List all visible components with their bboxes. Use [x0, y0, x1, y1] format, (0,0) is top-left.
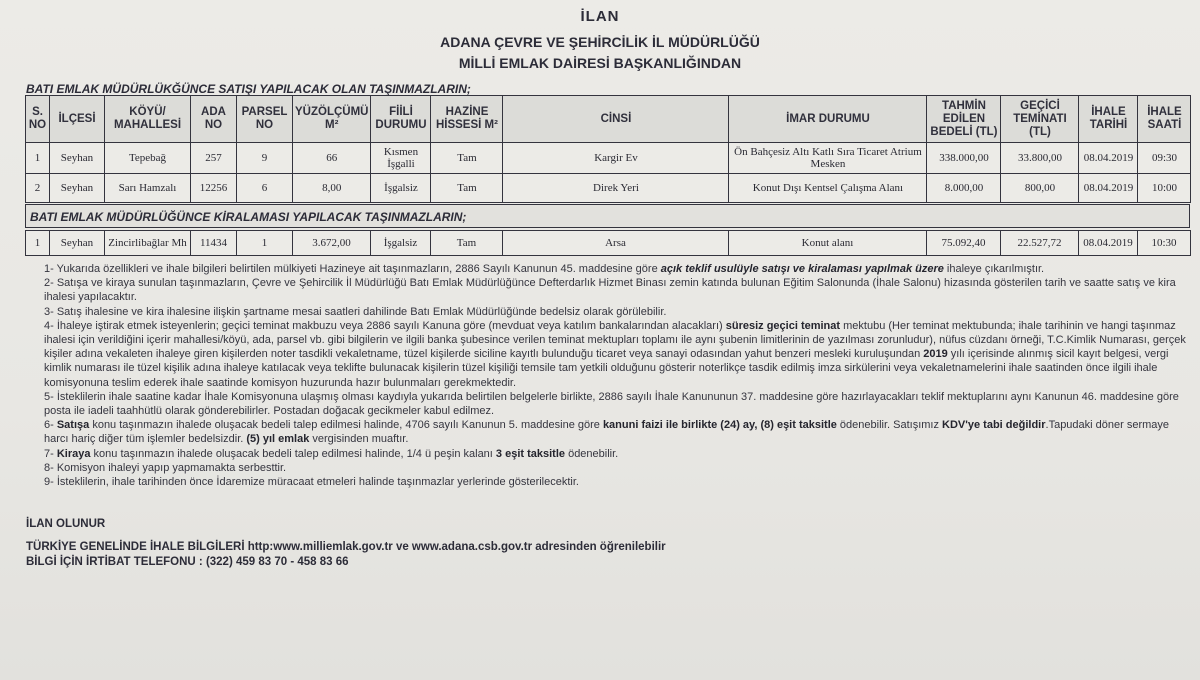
cell-ada: 257	[191, 143, 237, 174]
cell-imar: Konut Dışı Kentsel Çalışma Alanı	[729, 174, 927, 203]
cell-hazine: Tam	[431, 174, 503, 203]
cell-saat: 10:30	[1138, 231, 1191, 256]
rent-table	[25, 230, 1191, 256]
cell-bedel: 75.092,40	[927, 231, 1001, 256]
condition-3: 3- Satış ihalesine ve kira ihalesine ilişkin şartname mesai saatleri dahilinde Batı Emlak Müdürlüğünde bedelsiz olarak görülebilir.	[44, 305, 667, 318]
cell-tarih: 08.04.2019	[1079, 143, 1138, 174]
table-row	[26, 231, 1191, 256]
cell-sno: 1	[26, 143, 50, 174]
cell-sno: 1	[26, 231, 50, 256]
cell-imar: Ön Bahçesiz Altı Katlı Sıra Ticaret Atrium Mesken	[729, 143, 927, 174]
col-tarih: İHALE TARİHİ	[1079, 96, 1138, 143]
col-saat: İHALE SAATİ	[1138, 96, 1191, 143]
condition-2: 2- Satışa ve kiraya sunulan taşınmazların, Çevre ve Şehircilik İl Müdürlüğü Batı Emlak Müdürlüğünce Defterdarlık Hizmet Binası zemin katında bulunan Eğitim Salonunda (İhale Salonu) hizasında gösterilen tarih ve saatte satış ve kira ihalesi yapılacaktır.	[44, 277, 1176, 304]
condition-7: 7- Kiraya konu taşınmazın ihalede oluşacak bedeli talep edilmesi halinde, 1/4 ü peşin kalanı 3 eşit taksitle ödenebilir.	[44, 447, 619, 460]
directorate-name: ADANA ÇEVRE VE ŞEHİRCİLİK İL MÜDÜRLÜĞÜ	[440, 34, 760, 50]
cell-fiili: Kısmen İşgalli	[371, 143, 431, 174]
col-fiili: FİİLİ DURUMU	[371, 96, 431, 143]
cell-tarih: 08.04.2019	[1079, 231, 1138, 256]
cell-imar: Konut alanı	[729, 231, 927, 256]
cell-cinsi: Kargir Ev	[503, 143, 729, 174]
cell-cinsi: Direk Yeri	[503, 174, 729, 203]
cell-ada: 12256	[191, 174, 237, 203]
table-row	[26, 143, 1191, 174]
condition-6: 6- Satışa konu taşınmazın ihalede oluşacak bedeli talep edilmesi halinde, 4706 sayılı Kanunun 5. maddesine göre kanuni faizi ile birlikte (24) ay, (8) eşit taksitle ödenebilir. Satışımız KDV'ye tabi değildir.Tapudaki döner sermaye harcı hariç diğer tüm işlemler bedelsizdir. (5) yıl emlak vergisinden muaftır.	[44, 419, 1170, 446]
cell-parsel: 9	[237, 143, 293, 174]
rent-section-title: BATI EMLAK MÜDÜRLÜĞÜNCE KİRALAMASI YAPILACAK TAŞINMAZLARIN;	[25, 204, 1190, 228]
cell-ada: 11434	[191, 231, 237, 256]
cell-teminat: 33.800,00	[1001, 143, 1079, 174]
col-yuzolcum: YÜZÖLÇÜMÜ M²	[293, 96, 371, 143]
conditions-list	[22, 262, 1192, 489]
announcement-footer	[26, 517, 666, 570]
col-parsel: PARSEL NO	[237, 96, 293, 143]
cell-koy: Tepebağ	[105, 143, 191, 174]
cell-fiili: İşgalsiz	[371, 231, 431, 256]
cell-parsel: 6	[237, 174, 293, 203]
col-teminat: GEÇİCİ TEMİNATI (TL)	[1001, 96, 1079, 143]
cell-fiili: İşgalsiz	[371, 174, 431, 203]
cell-sno: 2	[26, 174, 50, 203]
col-ada: ADA NO	[191, 96, 237, 143]
cell-koy: Zincirlibağlar Mh	[105, 231, 191, 256]
cell-bedel: 338.000,00	[927, 143, 1001, 174]
sale-table	[25, 95, 1191, 203]
col-ilce: İLÇESİ	[50, 96, 105, 143]
department-name: MİLLİ EMLAK DAİRESİ BAŞKANLIĞINDAN	[458, 55, 742, 71]
cell-saat: 09:30	[1138, 143, 1191, 174]
cell-ilce: Seyhan	[50, 143, 105, 174]
condition-1: 1- Yukarıda özellikleri ve ihale bilgileri belirtilen mülkiyeti Hazineye ait taşınmazların, 2886 Sayılı Kanunun 45. maddesine göre açık teklif usulüyle satışı ve kiralaması yapılmak üzere ihaleye çıkarılmıştır.	[44, 263, 1045, 275]
sale-section-title: BATI EMLAK MÜDÜRLÜKĞÜNCE SATIŞI YAPILACAK OLAN TAŞINMAZLARIN;	[26, 82, 471, 96]
cell-cinsi: Arsa	[503, 231, 729, 256]
cell-yuzolcum: 66	[293, 143, 371, 174]
cell-yuzolcum: 8,00	[293, 174, 371, 203]
col-bedel: TAHMİN EDİLEN BEDELİ (TL)	[927, 96, 1001, 143]
cell-hazine: Tam	[431, 143, 503, 174]
cell-ilce: Seyhan	[50, 174, 105, 203]
cell-hazine: Tam	[431, 231, 503, 256]
cell-teminat: 22.527,72	[1001, 231, 1079, 256]
condition-9: 9- İsteklilerin, ihale tarihinden önce İdaremize müracaat etmeleri halinde taşınmazlar yerlerinde gösterilecektir.	[44, 476, 579, 489]
cell-bedel: 8.000,00	[927, 174, 1001, 203]
col-cinsi: CİNSİ	[503, 96, 729, 143]
col-imar: İMAR DURUMU	[729, 96, 927, 143]
col-sno: S. NO	[26, 96, 50, 143]
col-hazine: HAZİNE HİSSESİ M²	[431, 96, 503, 143]
web-info: TÜRKİYE GENELİNDE İHALE BİLGİLERİ http:www.milliemlak.gov.tr ve www.adana.csb.gov.tr adresinden öğrenilebilir	[26, 541, 666, 553]
cell-teminat: 800,00	[1001, 174, 1079, 203]
col-koy: KÖYÜ/ MAHALLESİ	[105, 96, 191, 143]
condition-4: 4- İhaleye iştirak etmek isteyenlerin; geçici teminat makbuzu veya 2886 sayılı Kanuna göre (mevduat veya katılım bankalarından alacakları) süresiz geçici teminat mektubu (Her teminat mektubunda; ihale tarihinin ve hangi taşınmaz ihalesi için verildiğini içerir mahallesi/köyü, ada, parsel vb. gibi bilgilerin ve ilgili banka şubesince verilen teminat mektupları toplamı ile aynı şubenin limitlerinin de yazılması zorunludur), nüfus cüzdanı örneği, T.C.Kimlik Numarası, gerçek kişiler adına vekaleten ihaleye giren kişilerden noter tasdikli vekaletname, tüzel kişilerde siciline kayıtlı bulunduğu ticaret veya sanayi odasından yahut benzeri mesleki kuruluşundan 2019 yılı içerisinde alınmış sicil kayıt belgesi, vergi kimlik numarası ile tüzel kişilik adına ihaleye katılacak veya teklifte bulunacak kişilerin tüzel kişiliği temsile tam yetkili olduğunu gösterir noterlikçe tasdik edilmiş imza sirkülerini veya vekaletnamelerini ihale saatinden önce ilgili ihale komisyonuna teslim ederek ihale saatinde komisyon huzurunda hazır bulunmaları gerekmektedir.	[44, 319, 1186, 389]
cell-koy: Sarı Hamzalı	[105, 174, 191, 203]
condition-8: 8- Komisyon ihaleyi yapıp yapmamakta serbesttir.	[44, 461, 287, 474]
announcement-title: İLAN	[580, 8, 620, 25]
table-row	[26, 174, 1191, 203]
cell-yuzolcum: 3.672,00	[293, 231, 371, 256]
ilan-olunur: İLAN OLUNUR	[26, 518, 106, 530]
cell-parsel: 1	[237, 231, 293, 256]
condition-5: 5- İsteklilerin ihale saatine kadar İhale Komisyonuna ulaşmış olması kaydıyla yukarıda belirtilen belgelerle birlikte, 2886 sayılı İhale Kanununun 37. maddesine göre hazırlayacakları teklif mektuplarını aynı Kanunun 46. maddesine göre posta ile iadeli taahhütlü olarak gönderebilirler. Postadan doğacak gecikmeler kabul edilmez.	[44, 390, 1179, 418]
table-header-row	[26, 96, 1191, 143]
cell-saat: 10:00	[1138, 174, 1191, 203]
cell-tarih: 08.04.2019	[1079, 174, 1138, 203]
cell-ilce: Seyhan	[50, 231, 105, 256]
contact-phone: BİLGİ İÇİN İRTİBAT TELEFONU : (322) 459 83 70 - 458 83 66	[26, 556, 349, 568]
